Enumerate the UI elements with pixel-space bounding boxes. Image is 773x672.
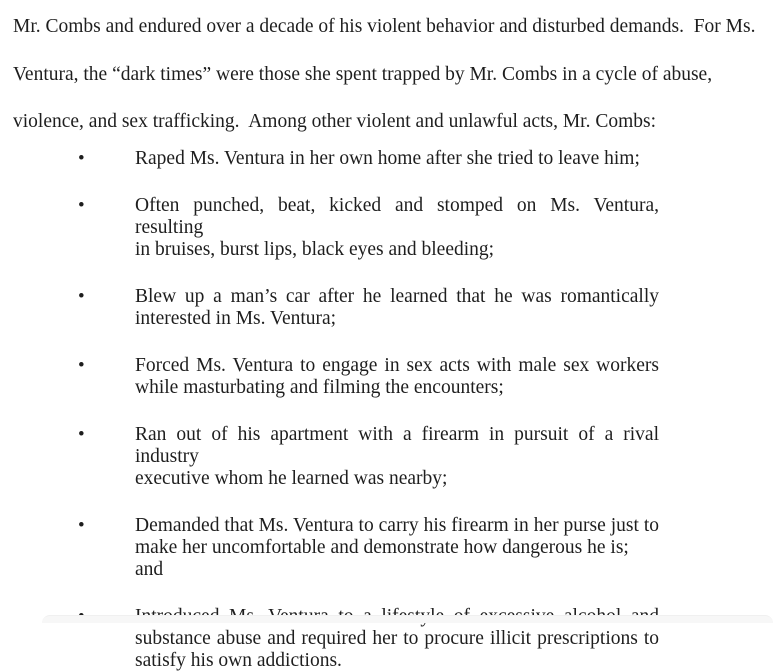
- paragraph-line: Mr. Combs and endured over a decade of his violent behavior and disturbed demands. For Ms.: [13, 16, 756, 37]
- bullet-marker-icon: •: [78, 354, 85, 376]
- bullet-line: Blew up a man’s car after he learned that he was romantically: [135, 285, 659, 307]
- bullet-line: Often punched, beat, kicked and stomped on Ms. Ventura, resulting: [135, 194, 659, 238]
- intro-paragraph: [0, 0, 773, 146]
- bullet-marker-icon: •: [78, 147, 85, 169]
- bullet-line: interested in Ms. Ventura;: [135, 307, 337, 329]
- bullet-marker-icon: •: [78, 285, 85, 307]
- bullet-line: Raped Ms. Ventura in her own home after she tried to leave him;: [135, 147, 640, 169]
- bullet-marker-icon: •: [78, 194, 85, 216]
- bullet-line: Demanded that Ms. Ventura to carry his firearm in her purse just to: [135, 514, 659, 536]
- bullet-item: [0, 355, 773, 399]
- bullet-text: [135, 424, 659, 490]
- bullet-item: [0, 286, 773, 330]
- bullet-text: [135, 195, 659, 261]
- bullet-list: [0, 148, 773, 672]
- bullet-line: make her uncomfortable and demonstrate how dangerous he is; and: [135, 536, 629, 580]
- paragraph-line: Ventura, the “dark times” were those she spent trapped by Mr. Combs in a cycle of abuse,: [13, 63, 713, 85]
- bullet-line: in bruises, burst lips, black eyes and bleeding;: [135, 238, 495, 260]
- bullet-line: while masturbating and filming the encounters;: [135, 376, 504, 398]
- bottom-card-edge: [42, 615, 773, 623]
- bullet-item: [0, 195, 773, 261]
- bullet-item: [0, 148, 773, 170]
- paragraph-line: violence, and sex trafficking. Among other violent and unlawful acts, Mr. Combs:: [13, 111, 657, 132]
- bullet-line: substance abuse and required her to procure illicit prescriptions to: [135, 627, 659, 649]
- bullet-line: executive whom he learned was nearby;: [135, 467, 448, 489]
- bullet-text: [135, 148, 659, 170]
- bullet-line: satisfy his own addictions.: [135, 649, 342, 671]
- bullet-item: [0, 424, 773, 490]
- bullet-text: [135, 515, 659, 581]
- bullet-line: Forced Ms. Ventura to engage in sex acts with male sex workers: [135, 354, 659, 376]
- bullet-marker-icon: •: [78, 514, 85, 536]
- bullet-text: [135, 286, 659, 330]
- bullet-line: Ran out of his apartment with a firearm in pursuit of a rival industry: [135, 423, 659, 467]
- bullet-marker-icon: •: [78, 423, 85, 445]
- bullet-text: [135, 355, 659, 399]
- bullet-item: [0, 515, 773, 581]
